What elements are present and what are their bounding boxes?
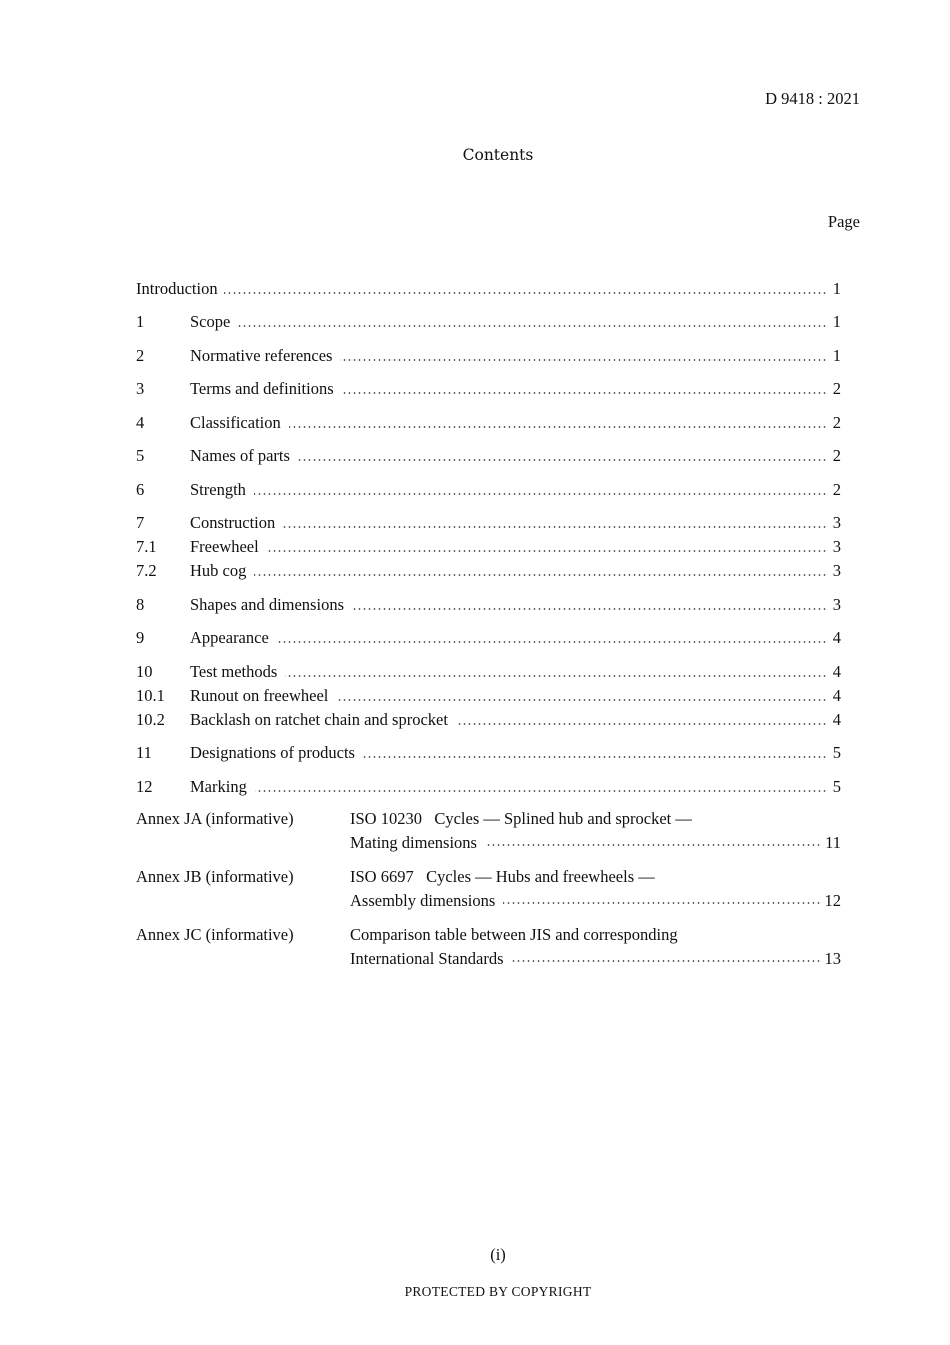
dot-leader: [254, 493, 827, 495]
document-code: D 9418 : 2021: [765, 89, 860, 108]
toc-entry-number: 6: [136, 480, 145, 499]
toc-entry[interactable]: [136, 627, 841, 649]
toc-entry-title: Classification: [190, 413, 281, 432]
toc-entry-number: 7: [136, 513, 145, 532]
toc-entry-number: 1: [136, 312, 145, 331]
annex-title-line-2: International Standards: [350, 947, 506, 971]
toc-entry-title: Strength: [190, 480, 246, 499]
dot-leader: [267, 550, 827, 552]
toc-entry-number: 3: [136, 379, 145, 398]
annex-label: Annex JB (informative): [136, 867, 294, 886]
toc-entry-title: Appearance: [190, 628, 269, 647]
toc-entry[interactable]: [136, 776, 841, 798]
dot-leader: [285, 675, 827, 677]
toc-entry-page: 2: [832, 480, 841, 499]
toc-entry-number: 7.2: [136, 561, 157, 580]
toc-entry-title: Runout on freewheel: [190, 686, 329, 705]
annex-entry[interactable]: [136, 923, 841, 971]
toc-entry[interactable]: [136, 560, 841, 582]
toc-entry-page: 5: [832, 777, 841, 796]
toc-entry-number: 2: [136, 346, 145, 365]
toc-entry[interactable]: [136, 512, 841, 534]
annex-entry[interactable]: [136, 865, 841, 913]
toc-entry-number: 7.1: [136, 537, 157, 556]
annex-label: Annex JA (informative): [136, 809, 294, 828]
toc-entry-page: 3: [832, 513, 841, 532]
toc-entry-title: Shapes and dimensions: [190, 595, 344, 614]
footer-page-number: (i): [490, 1245, 506, 1264]
toc-entry-number: 4: [136, 413, 145, 432]
toc-entry-page: 1: [832, 346, 841, 365]
toc-entry-title: Scope: [190, 312, 231, 331]
toc-entry-title: Marking: [190, 777, 247, 796]
dot-leader: [456, 723, 827, 725]
toc-entry-title: Names of parts: [190, 446, 290, 465]
toc-entry-number: 10.2: [136, 710, 165, 729]
toc-entry[interactable]: [136, 742, 841, 764]
contents-title: Contents: [462, 146, 534, 164]
dot-leader: [342, 392, 827, 394]
toc-entry-number: 10.1: [136, 686, 165, 705]
dot-leader: [255, 790, 827, 792]
toc-entry-title: Backlash on ratchet chain and sprocket: [190, 710, 448, 729]
annex-title-line-1: ISO 10230 Cycles — Splined hub and sprocket —: [350, 809, 692, 828]
toc-entry-number: 11: [136, 743, 152, 762]
dot-leader: [363, 756, 827, 758]
dot-leader: [254, 574, 827, 576]
toc-entry[interactable]: [136, 412, 841, 434]
toc-entry-number: Introduction: [136, 279, 218, 298]
toc-entry-number: 10: [136, 662, 153, 681]
annex-page: 11: [825, 833, 841, 852]
toc-entry[interactable]: [136, 345, 841, 367]
toc-entry-page: 5: [832, 743, 841, 762]
toc-entry-page: 4: [832, 628, 841, 647]
dot-leader: [336, 699, 827, 701]
toc-entry-page: 3: [832, 561, 841, 580]
toc-entry-page: 2: [832, 413, 841, 432]
dot-leader: [352, 608, 827, 610]
toc-entry-page: 3: [832, 595, 841, 614]
toc-entry-title: Test methods: [190, 662, 278, 681]
dot-leader: [512, 960, 821, 962]
toc-entry-page: 2: [832, 446, 841, 465]
toc-entry[interactable]: [136, 685, 841, 707]
annex-page: 12: [824, 891, 841, 910]
toc-entry[interactable]: [136, 378, 841, 400]
toc-entry[interactable]: [136, 445, 841, 467]
toc-entry-number: 5: [136, 446, 145, 465]
toc-entry[interactable]: [136, 278, 841, 300]
toc-entry-title: Hub cog: [190, 561, 247, 580]
dot-leader: [298, 459, 827, 461]
toc-entry[interactable]: [136, 536, 841, 558]
toc-entry-title: Designations of products: [190, 743, 355, 762]
toc-entry-page: 4: [832, 710, 841, 729]
dot-leader: [238, 325, 827, 327]
toc-entry[interactable]: [136, 661, 841, 683]
dot-leader: [485, 844, 821, 846]
annex-title-line-2: Mating dimensions: [350, 831, 479, 855]
toc-entry-page: 1: [832, 312, 841, 331]
copyright-notice: PROTECTED BY COPYRIGHT: [404, 1284, 592, 1299]
toc-entry-page: 3: [832, 537, 841, 556]
dot-leader: [283, 526, 827, 528]
annex-entry[interactable]: [136, 807, 841, 855]
dot-leader: [289, 426, 827, 428]
dot-leader: [340, 359, 827, 361]
annex-page: 13: [824, 949, 841, 968]
page-column-label: Page: [827, 212, 860, 231]
toc-entry-number: 12: [136, 777, 153, 796]
annex-title-line-1: ISO 6697 Cycles — Hubs and freewheels —: [350, 867, 655, 886]
annex-label: Annex JC (informative): [136, 925, 294, 944]
toc-entry[interactable]: [136, 709, 841, 731]
toc-entry-number: 8: [136, 595, 145, 614]
toc-entry-title: Freewheel: [190, 537, 259, 556]
toc-entry-title: Construction: [190, 513, 276, 532]
annex-title-line-1: Comparison table between JIS and corresponding: [350, 925, 678, 944]
toc-entry-page: 2: [832, 379, 841, 398]
toc-entry-page: 4: [832, 686, 841, 705]
toc-entry-title: Normative references: [190, 346, 333, 365]
toc-entry[interactable]: [136, 594, 841, 616]
dot-leader: [224, 292, 827, 294]
toc-entry-title: Terms and definitions: [190, 379, 334, 398]
toc-entry-page: 1: [832, 279, 841, 298]
toc-entry-number: 9: [136, 628, 145, 647]
annex-title-line-2: Assembly dimensions: [350, 889, 497, 913]
toc-entry-page: 4: [832, 662, 841, 681]
toc-entry[interactable]: [136, 479, 841, 501]
dot-leader: [277, 641, 827, 643]
dot-leader: [503, 902, 821, 904]
toc-entry[interactable]: [136, 311, 841, 333]
